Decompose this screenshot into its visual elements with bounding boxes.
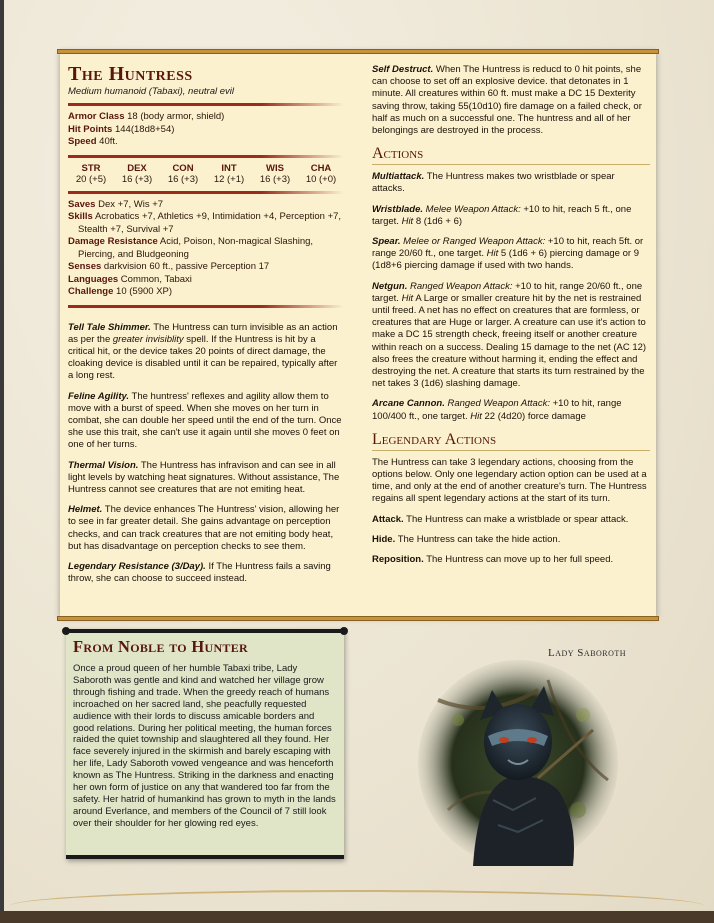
legendary-hide <box>372 534 650 546</box>
hit-points-line <box>68 124 344 137</box>
trait-name: Thermal Vision. <box>68 459 139 471</box>
lore-text: Once a proud queen of her humble Tabaxi tribe, Lady Saboroth was gentle and kind and watched her village grow through fishing and trade. When the greedy reach of humans incroached on her sacred land, she peacfully requested audience with their lords to discuss amicable borders and good relations. During her political meeting, the human forces raided the quiet township and slaughtered all they found. Her face severely injured in the skirmish and barely escaping with her life, Lady Saboroth vowed vengeance and was henceforth known as The Huntress. Striking in the darkness and enacting her own form of justice on any that wandered too far from the safety. Her hatrid of humankind has grown to myth in the lands around Everlance, and members of the Council of 7 still look over their shoulder for her glowing red eyes. <box>73 663 336 829</box>
ability-value: 12 (+1) <box>213 173 245 185</box>
ability-wis <box>252 163 298 185</box>
hit-label: Hit <box>486 248 499 260</box>
damage-resistance-label: Damage Resistance <box>68 236 158 247</box>
window-bottom-edge <box>0 911 714 923</box>
action-spear <box>372 236 650 273</box>
legendary-name: Attack. <box>372 513 404 525</box>
action-name: Netgun. <box>372 280 408 292</box>
armor-class-label: Armor Class <box>68 111 125 122</box>
legendary-name: Hide. <box>372 533 396 545</box>
divider <box>68 155 344 158</box>
action-text: +10 to hit, reach 5 ft., one target. <box>372 203 632 227</box>
languages-line <box>68 274 344 287</box>
challenge-label: Challenge <box>68 286 114 297</box>
action-netgun <box>372 281 650 391</box>
action-name: Arcane Cannon. <box>372 398 445 410</box>
ability-name: DEX <box>127 162 147 174</box>
monster-subtitle: Medium humanoid (Tabaxi), neutral evil <box>68 86 234 97</box>
damage-resistance-line <box>68 236 344 261</box>
ability-value: 16 (+3) <box>121 173 153 185</box>
hit-label: Hit <box>470 410 482 422</box>
action-text: 5 (1d6 + 6) piercing damage or 9 (1d8+6 piercing damage if used with two hands. <box>372 248 639 272</box>
legendary-text: The Huntress can make a wristblade or spear attack. <box>406 513 629 525</box>
damage-resistance-value: Acid, Poison, Non-magical Slashing, Piercing, and Bludgeoning <box>78 236 314 260</box>
trait-self-destruct <box>372 64 650 137</box>
trait-tell-tale-shimmer <box>68 322 344 383</box>
action-name: Spear. <box>372 236 401 248</box>
ability-name: STR <box>81 162 101 174</box>
action-text: 8 (1d6 + 6) <box>415 215 463 227</box>
trait-spell-name: greater invisiblity <box>112 333 184 345</box>
trait-name: Helmet. <box>68 504 103 516</box>
ability-value: 20 (+5) <box>75 173 107 185</box>
action-arcane-cannon <box>372 398 650 422</box>
huntress-portrait-image <box>418 660 618 866</box>
languages-value: Common, Tabaxi <box>120 273 192 285</box>
divider <box>68 103 344 106</box>
legendary-actions-heading: Legendary Actions <box>372 431 650 451</box>
trait-legendary-resistance <box>68 561 344 585</box>
hit-points-label: Hit Points <box>68 123 113 135</box>
ability-con <box>160 163 206 185</box>
ability-value: 16 (+3) <box>259 173 291 185</box>
hit-label: Hit <box>401 292 414 304</box>
saves-value: Dex +7, Wis +7 <box>98 198 164 210</box>
action-multiattack <box>372 171 650 195</box>
ability-name: CHA <box>310 162 332 174</box>
action-text: +10 to hit, range 20/60 ft., one target. <box>372 280 643 304</box>
attack-type: Ranged Weapon Attack: <box>410 280 513 292</box>
stat-block-top-border <box>57 49 659 54</box>
saves-line <box>68 199 344 212</box>
armor-class-line <box>68 111 344 124</box>
trait-name: Legendary Resistance (3/Day). <box>68 560 206 572</box>
saves-label: Saves <box>68 198 96 210</box>
portrait-caption: Lady Saboroth <box>548 647 627 659</box>
senses-value: darkvision 60 ft., passive Perception 17 <box>103 261 270 272</box>
action-name: Multiattack. <box>372 171 425 183</box>
ability-dex <box>114 163 160 185</box>
action-wristblade <box>372 204 650 228</box>
divider <box>68 191 344 194</box>
trait-name: Self Destruct. <box>372 64 434 75</box>
action-text: +10 to hit, reach 5ft. or range 20/60 ft., one target. <box>372 236 644 260</box>
action-text: 22 (4d20) force damage <box>484 410 586 422</box>
senses-line <box>68 261 344 274</box>
legendary-text: The Huntress can move up to her full speed. <box>426 554 614 566</box>
attack-type: Ranged Weapon Attack: <box>447 398 550 410</box>
senses-label: Senses <box>68 261 102 272</box>
legendary-reposition <box>372 554 650 566</box>
speed-line <box>68 136 344 149</box>
challenge-value: 10 (5900 XP) <box>116 286 173 297</box>
ability-name: WIS <box>266 162 284 174</box>
trait-helmet <box>68 504 344 553</box>
stat-block-right-column <box>372 64 650 574</box>
armor-class-value: 18 (body armor, shield) <box>127 111 225 122</box>
hit-points-value: 144(18d8+54) <box>114 123 175 135</box>
ability-int <box>206 163 252 185</box>
action-text: A Large or smaller creature hit by the net is restrained until freed. A net has no effect on creatures that are formless, or creatures that are Huge or larger. A creature can use it's action to make a DC 15 strength check, freeing itself or another creature within reach on a success. Dealing 15 damage to the net (AC 12) also frees the creature without harming it, ending the effect and destroying the net. A creature that starts its turn restrained by the net takes 3 (1d6) slashing damage. <box>372 292 647 390</box>
stat-block-bottom-border <box>57 616 659 621</box>
skills-value: Acrobatics +7, Athletics +9, Intimidation +4, Perception +7, Stealth +7, Survival +7 <box>78 211 342 235</box>
ability-name: CON <box>172 162 194 174</box>
actions-heading: Actions <box>372 145 650 165</box>
ability-value: 10 (+0) <box>305 173 337 185</box>
trait-text: The Huntress can turn invisible as an action as per the <box>68 321 338 345</box>
languages-label: Languages <box>68 273 119 285</box>
ability-value: 16 (+3) <box>167 173 199 185</box>
legendary-intro: The Huntress can take 3 legendary actions, choosing from the options below. Only one legendary action option can be used at a time, and only at the end of another creature's turn. The Huntress regains all spent legendary actions at the start of its turn. <box>372 456 647 505</box>
action-text: +10 to hit, range 100/400 ft., one target. <box>372 398 622 422</box>
speed-value: 40ft. <box>99 136 118 147</box>
lore-sidebar <box>66 629 344 859</box>
trait-feline-agility <box>68 391 344 452</box>
ability-cha <box>298 163 344 185</box>
trait-text: spell. If the Huntress is hit by a critical hit, or the device takes 20 points of direct damage, the cloaking device is disabled until it can be repaired, typically after a long rest. <box>68 333 338 382</box>
challenge-line <box>68 286 344 299</box>
trait-name: Tell Tale Shimmer. <box>68 321 151 333</box>
legendary-name: Reposition. <box>372 554 424 566</box>
ability-name: INT <box>221 162 237 174</box>
legendary-text: The Huntress can take the hide action. <box>397 533 561 545</box>
lore-title: From Noble to Hunter <box>73 637 249 656</box>
trait-text: The huntress' reflexes and agility allow them to move with a burst of speed. When she moves on her turn in combat, she can double her speed until the end of the turn. Once she use this trait, she can't use it again until she moves 0 feet on one of her turns. <box>68 390 342 451</box>
speed-label: Speed <box>68 136 97 147</box>
attack-type: Melee Weapon Attack: <box>425 203 521 215</box>
trait-text: The device enhances The Huntress' vision, allowing her to see in far greater detail. She gains advantage on perception checks, and can track creatures that are not emiting body heat, but has disadvantage on perception checks to see them. <box>68 504 340 552</box>
monster-name: The Huntress <box>68 63 193 85</box>
action-name: Wristblade. <box>372 203 424 215</box>
trait-text: The Huntress has infravison and can see in all light levels by watching heat signatures. Without assistance, The Huntress cannot see creatures that are not emiting heat. <box>68 459 340 495</box>
ability-str <box>68 163 114 185</box>
action-text: The Huntress makes two wristblade or spear attacks. <box>372 171 615 195</box>
divider <box>68 305 344 308</box>
skills-line <box>68 211 344 236</box>
attack-type: Melee or Ranged Weapon Attack: <box>403 236 546 248</box>
trait-text: When The Huntress is reducd to 0 hit points, she can choose to set off an explosive device. that detonates in 1 minute. All creatures within 60 ft. must make a DC 15 Dexterity saving throw, taking 55(10d10) fire damage on a failed check, or half as much on a successful one. The huntress and all of her belongings are destroyed in the process. <box>372 64 642 137</box>
stat-block-left-column <box>68 64 344 593</box>
trait-text: If The Huntress fails a saving throw, she can choose to succeed instead. <box>68 560 331 585</box>
trait-name: Feline Agility. <box>68 390 130 402</box>
legendary-attack <box>372 514 650 526</box>
hit-label: Hit <box>401 215 414 227</box>
stat-block <box>60 52 656 618</box>
skills-label: Skills <box>68 211 93 222</box>
window-edge <box>0 0 4 923</box>
trait-thermal-vision <box>68 460 344 497</box>
ability-scores <box>68 163 344 185</box>
